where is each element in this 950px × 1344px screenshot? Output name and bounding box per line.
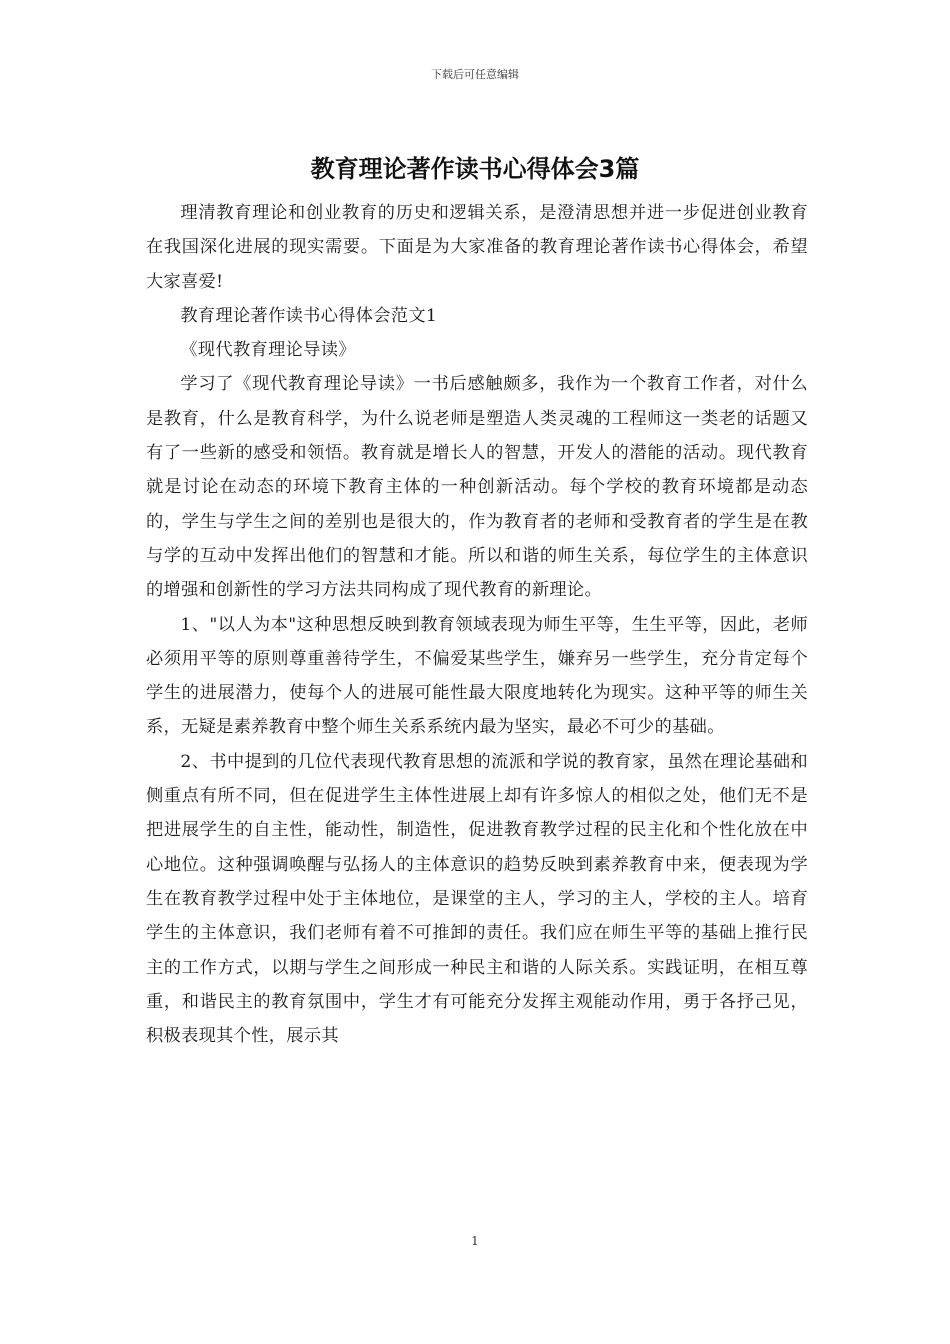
- document-title: 教育理论著作读书心得体会3篇: [310, 155, 640, 183]
- section-heading: 教育理论著作读书心得体会范文1: [180, 305, 438, 326]
- paragraph-reflection: 学习了《现代教育理论导读》一书后感触颇多，我作为一个教育工作者，对什么是教育，什么是教育科学，为什么说老师是塑造人类灵魂的工程师这一类老的话题又有了一些新的感受和领悟。教育就是增长人的智慧，开发人的潜能的活动。现代教育就是讨论在动态的环境下教育主体的一种创新活动。每个学校的教育环境都是动态的，学生与学生之间的差别也是很大的，作为教育者的老师和受教育者的学生是在教与学的互动中发挥出他们的智慧和才能。所以和谐的师生关系，每位学生的主体意识的增强和创新性的学习方法共同构成了现代教育的新理论。: [146, 374, 808, 601]
- paragraph-point-1: 1、"以人为本"这种思想反映到教育领域表现为师生平等，生生平等，因此，老师必须用平等的原则尊重善待学生，不偏爱某些学生，嫌弃另一些学生，充分肯定每个学生的进展潜力，使每个人的进展可能性最大限度地转化为现实。这种平等的师生关系，无疑是素养教育中整个师生关系系统内最为坚实，最必不可少的基础。: [146, 614, 808, 738]
- document-body: [146, 196, 808, 1053]
- book-title: 《现代教育理论导读》: [180, 340, 356, 361]
- paragraph-point-2: 2、书中提到的几位代表现代教育思想的流派和学说的教育家，虽然在理论基础和侧重点有所不同，但在促进学生主体性进展上却有许多惊人的相似之处，他们无不是把进展学生的自主性，能动性，制造性，促进教育教学过程的民主化和个性化放在中心地位。这种强调唤醒与弘扬人的主体意识的趋势反映到素养教育中来，便表现为学生在教育教学过程中处于主体地位，是课堂的主人，学习的主人，学校的主人。培育学生的主体意识，我们老师有着不可推卸的责任。我们应在师生平等的基础上推行民主的工作方式，以期与学生之间形成一种民主和谐的人际关系。实践证明，在相互尊重，和谐民主的教育氛围中，学生才有可能充分发挥主观能动作用，勇于各抒己见，积极表现其个性，展示其: [146, 751, 808, 1047]
- header-note: 下载后可任意编辑: [431, 68, 519, 81]
- page-number: 1: [471, 1234, 479, 1248]
- paragraph-intro: 理清教育理论和创业教育的历史和逻辑关系，是澄清思想并进一步促进创业教育在我国深化进展的现实需要。下面是为大家准备的教育理论著作读书心得体会，希望大家喜爱!: [146, 203, 808, 292]
